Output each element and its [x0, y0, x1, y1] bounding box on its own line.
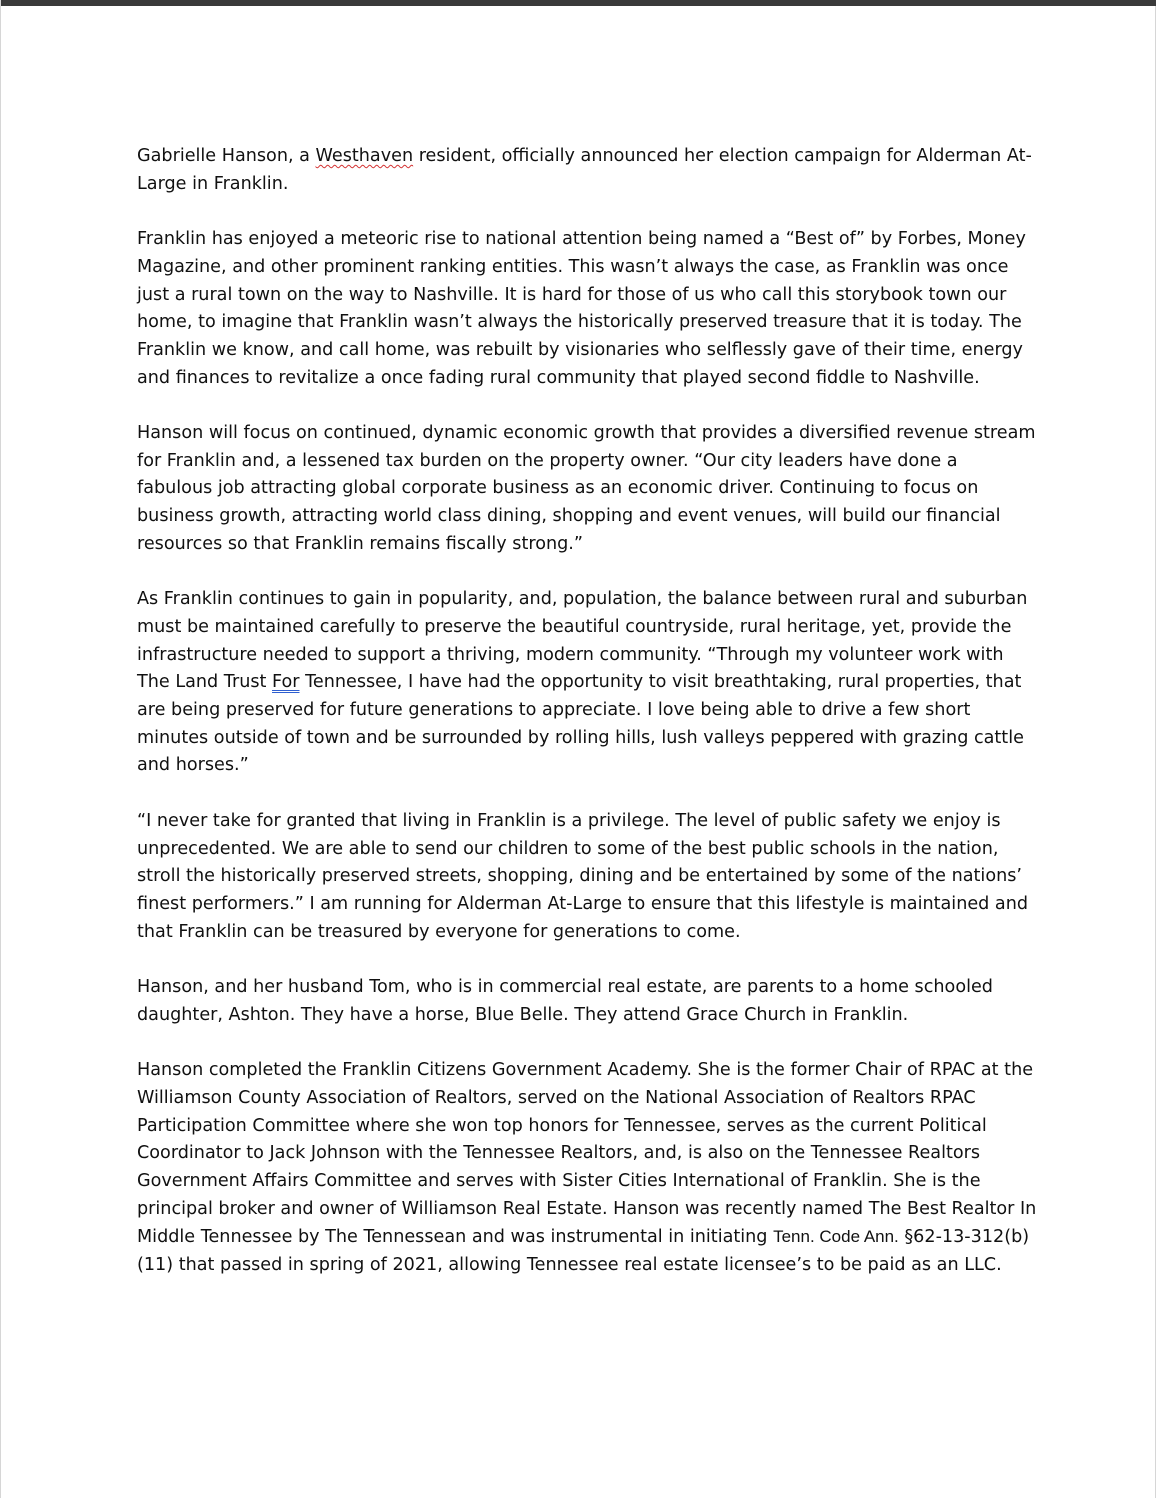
text-run: As Franklin continues to gain in popularity, and, population, the balance between rural and suburban must be maintained carefully to preserve the beautiful countryside, rural heritage, yet, provide the infrastructure needed to support a thriving, modern community. “Through my volunteer work with The Land Trust — [137, 589, 1028, 693]
grammar-flagged-word[interactable]: For — [272, 672, 300, 693]
text-run: resident, officially announced her election campaign for Alderman At-Large in Franklin. — [137, 146, 1032, 194]
paragraph-credentials — [137, 1057, 1037, 1280]
text-run: §62-13-312(b)(11) that passed in spring of 2021, allowing Tennessee real estate licensee’s to be paid as an LLC. — [137, 1227, 1030, 1276]
spellcheck-flagged-word[interactable]: Westhaven — [315, 146, 414, 166]
text-run: Tennessee, I have had the opportunity to visit breathtaking, rural properties, that are being preserved for future generations to appreciate. I love being able to drive a few short minutes outside of town and be surrounded by rolling hills, lush valleys peppered with grazing cattle and horses.” — [137, 672, 1024, 776]
window-top-edge — [1, 0, 1156, 6]
text-run: Hanson completed the Franklin Citizens Government Academy. She is the former Chair of RPAC at the Williamson County Association of Realtors, served on the National Association of Realtors RPAC Participation Committee where she won top honors for Tennessee, serves as the current Political Coordinator to Jack Johnson with the Tennessee Realtors, and, is also on the Tennessee Realtors Government Affairs Committee and serves with Sister Cities International of Franklin. She is the principal broker and owner of Williamson Real Estate. Hanson was recently named The Best Realtor In Middle Tennessee by The Tennessean and was instrumental in initiating — [137, 1060, 1037, 1248]
paragraph-privilege-quote: “I never take for granted that living in Franklin is a privilege. The level of public safety we enjoy is unprecedented. We are able to send our children to some of the best public schools in the nation, stroll the historically preserved streets, shopping, dining and be entertained by some of the nations’ finest performers.” I am running for Alderman At-Large to ensure that this lifestyle is maintained and that Franklin can be treasured by everyone for generations to come. — [137, 810, 1029, 942]
paragraph-family: Hanson, and her husband Tom, who is in commercial real estate, are parents to a home schooled daughter, Ashton. They have a horse, Blue Belle. They attend Grace Church in Franklin. — [137, 977, 993, 1025]
paragraph-announcement — [137, 143, 1037, 198]
paragraph-rural-balance — [137, 586, 1037, 780]
legal-citation: Tenn. Code Ann. — [773, 1227, 899, 1247]
paragraph-franklin-history: Franklin has enjoyed a meteoric rise to national attention being named a “Best of” by Forbes, Money Magazine, and other prominent ranking entities. This wasn’t always the case, as Franklin was once just a rural town on the way to Nashville. It is hard for those of us who call this storybook town our home, to imagine that Franklin wasn’t always the historically preserved treasure that it is today. The Franklin we know, and call home, was rebuilt by visionaries who selflessly gave of their time, energy and finances to revitalize a once fading rural community that played second fiddle to Nashville. — [137, 229, 1026, 388]
document-body[interactable] — [137, 143, 1037, 1280]
paragraph-economic-growth: Hanson will focus on continued, dynamic economic growth that provides a diversified revenue stream for Franklin and, a lessened tax burden on the property owner. “Our city leaders have done a fabulous job attracting global corporate business as an economic driver. Continuing to focus on business growth, attracting world class dining, shopping and event venues, will build our financial resources so that Franklin remains fiscally strong.” — [137, 423, 1036, 554]
text-run: Gabrielle Hanson, a — [137, 146, 316, 166]
